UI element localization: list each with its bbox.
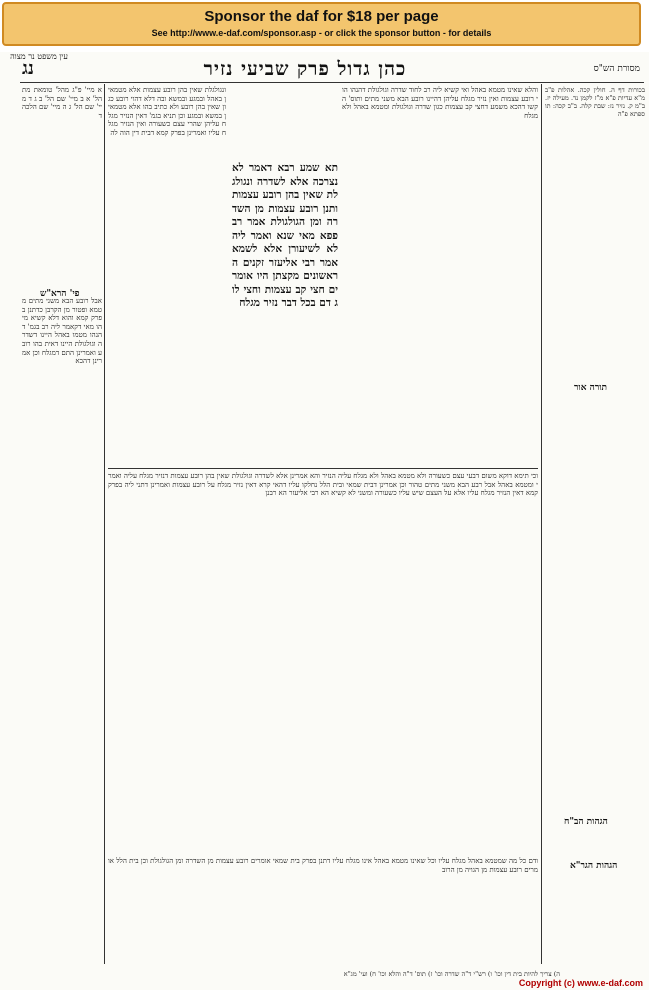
pirush-harosh-text: אבל רובע הבא משני מתים מטמא ופטור מן הקרבן כדתנן בפרק קמא והוא דלא קשיא מיהו מאי דקאמר ליה רב בגמ' דהנהו מטמו באהל היינו דשדרה וגולגולת היינו דאית בהו רובע ואמרינן התם דמגלח וכן אמרינן דהכא [22, 297, 102, 366]
commentary-bottom: ודם כל מה שמטמא באהל מגלח עליו וכל שאינו מטמא באהל אינו מגלח עליו דתנן בפרק בית שמאי אומרים רובע עצמות מן השדרה ומן הגולגולת וכן בית הלל אומרים רובע עצמות מן הגויה מן הרוב [108, 857, 538, 874]
copyright-link[interactable]: Copyright (c) www.e-daf.com [518, 978, 643, 988]
ein-mishpat-header: עין משפט נר מצוה [10, 52, 68, 61]
mesoret-notes: בכורות דף ה. חולין קכה. אהלות פ"ב מ"א עדיות פ"א מ"ז לקמן נד. מעילה יז. ב"מ ק. נזיר נז: שבת קלה. ב"ב קכה: תוספתא פ"ה [545, 86, 645, 118]
commentary-lower: וכי תימא דוקא משום דבעי עצם כשעורה ולא מטמא באהל ולא מגלח עליה הנזיר והא אמרינן אלא לשדרה וגולגולת שאין בהן רובע עצמות דנזיר מגלח עליה ואמרי ומטמא באהל אבל רבע הבא משני מתים טהור וכן אמרינן דבית שמאי ובית הלל נחלקו עליו דהאי קרא דאין נזיר מגלח על רובע עצמות ואמרינן דתני ליה בפרק קמא דאין הנזיר מגלח עליו אלא על העצם שיש עליו כשעורה ומשני לא קשיא הא רבי אליעזר הא רבנן [108, 472, 538, 498]
right-column-rule [541, 84, 542, 964]
pirush-harosh-label: פי' הרא"ש [40, 289, 80, 299]
hagahot-habach-label: הגהות הב"ח [564, 817, 608, 827]
ein-mishpat-notes: א מיי' פ"ג מהל' טומאת מת הל' א ב מיי' שם הל' ב ג ד מיי' שם הל' ג ה מיי' שם הלכה ד [22, 86, 102, 120]
middle-rule [108, 468, 538, 469]
sponsor-subtitle[interactable]: See http://www.e-daf.com/sponsor.asp - or click the sponsor button - for details [151, 28, 492, 38]
hagahot-hagra-label: הגהות הגר"א [570, 861, 618, 871]
gemara-text: תא שמע רבא דאמר לא נצרכה אלא לשדרה ונגולגלת שאין בהן רובע עצמות ותנן רובע עצמות מן השדרה ומן הגולגולת אמר רב פפא מאי שנא ואמר ליה לא לשיעורן אלא לשמא אמר רבי אליעזר זקנים הראשונים מקצתן היו אומרים חצי קב עצמות וחצי לוג דם בכל דבר נזיר מגלח [232, 162, 338, 309]
tosafot-commentary: והלא שאינו מטמא באהל ואי קשיא ליה רב לחוד שדרה וגולגולת דהנהו הוי רובע עצמות ואין נזיר מגלח עליהן דהיינו רובע הבא משני מתים ותוס' הקשו דהכא משמע דחצי קב עצמות כגון שדרה וגולגולת ומטמא באהל ולא מגלח [342, 86, 538, 120]
sponsor-title[interactable]: Sponsor the daf for $18 per page [204, 8, 439, 25]
daf-number: נג [22, 58, 34, 79]
torah-ohr-label: תורה אור [574, 383, 608, 393]
sponsor-banner[interactable] [2, 2, 641, 46]
rashi-commentary: ונגולגלת שאין בהן רובע עצמות אלא מטמאין באהל ובמגע ובמשא ובה דלא דהוי רובע כגון שאין בהן רובע ולא כתיב בהו אלא מטמאין במשא ובמגע וכן תניא בגמ' דאין הנזיר מגלח עליהן שהרי עצם כשעורה ואין הנזיר מגלח עליו ואמרינן בפרק קמא דבית דין הוה לה [108, 86, 226, 137]
talmud-page [0, 52, 649, 990]
left-column-rule [104, 84, 105, 964]
page-header: כהן גדול פרק שביעי נזיר [203, 58, 407, 80]
footnotes: ה) צריך להיות בית דין וכו' ו) רש"י ד"ה שדרה וכו' ז) תוס' ד"ה והלא וכו' ח) ועי' מג"א [343, 970, 560, 978]
header-rule [20, 82, 644, 83]
masechet-label: מסורת הש"ס [593, 64, 640, 74]
